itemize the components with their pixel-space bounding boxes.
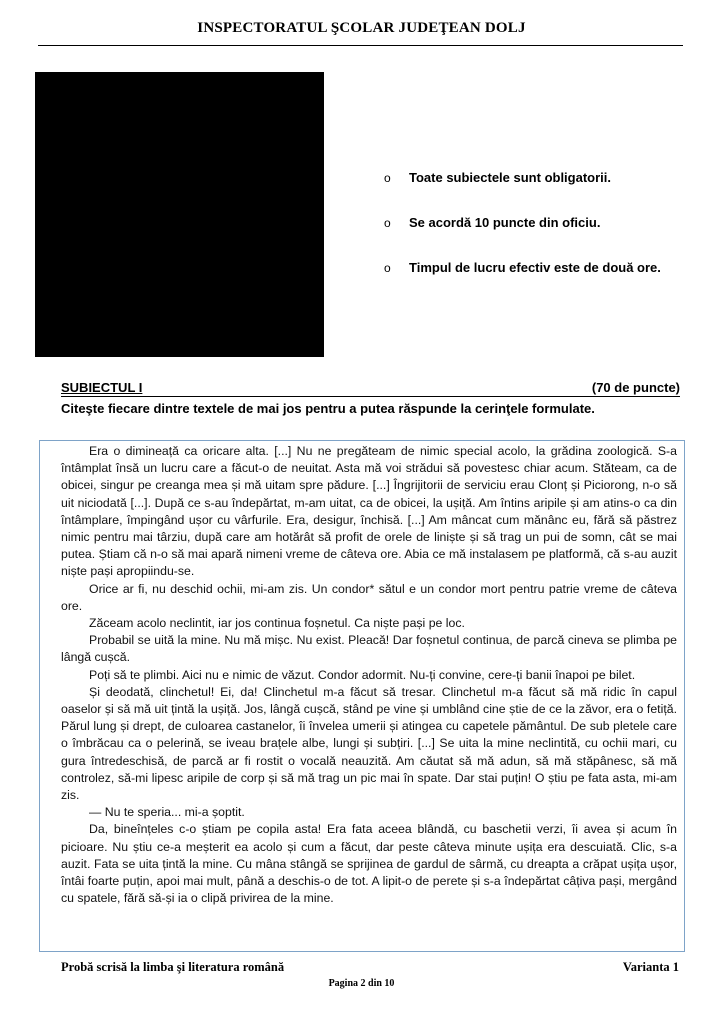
text-paragraph: Și deodată, clinchetul! Ei, da! Clinchetul m-a făcut să tresar. Clinchetul m-a făcut să mă ridic în capul oaselor și să mă uit țintă la ușiță. Jos, lângă cușcă, stând pe vine și umblând cine știe de ce la zăvor, era o fetiță. Părul lung și drept, de culoarea castanelor, îi învelea umerii și atingea cu capetele pământul. De sub pletele care o îmbrăcau ca o pelerină, se iveau brațele albe, lungi și subțiri. [...] Se uita la mine neclintită, cu ochii mari, cu gura întredeschisă, de parcă ar fi rostit o vocală neauzită. Am căutat să mă adun, să mă stăpânesc, să mă controlez, să-mi lipesc aripile de corp și să mă trag un pic mai în spate. Dar stai puțin! O știu pe fata asta, mi-am zis. <box>61 684 677 803</box>
instruction-text: Timpul de lucru efectiv este de două ore. <box>409 260 661 275</box>
page-number: Pagina 2 din 10 <box>328 978 395 989</box>
instruction-item <box>384 215 704 260</box>
subject-points: (70 de puncte) <box>591 380 680 395</box>
instruction-text: Toate subiectele sunt obligatorii. <box>409 170 612 185</box>
bullet-icon: o <box>384 216 391 230</box>
instruction-text: Se acordă 10 puncte din oficiu. <box>409 215 601 230</box>
reading-text <box>61 443 677 907</box>
instructions-list <box>384 170 704 305</box>
text-paragraph: Probabil se uită la mine. Nu mă mișc. Nu exist. Pleacă! Dar foșnetul continua, de parcă cineva se plimba pe lângă cușcă. <box>61 633 677 665</box>
footer-variant: Varianta 1 <box>622 960 679 974</box>
header-divider <box>38 45 683 46</box>
text-paragraph: Poți să te plimbi. Aici nu e nimic de văzut. Condor adormit. Nu-ți convine, cere-ți banii înapoi pe bilet. <box>89 667 636 682</box>
subject-heading <box>61 380 680 397</box>
bullet-icon: o <box>384 171 391 185</box>
text-paragraph: Da, bineînțeles c-o știam pe copila asta! Era fata aceea blândă, cu baschetii verzi, îi avea și acum în picioare. Nu știu ce-a meșterit ea acolo și cum a făcut, dar peste câteva minute ușița era descuiată. Clic, s-a auzit. Fata se uita țintă la mine. Cu mâna stângă se sprijinea de gardul de sârmă, cu dreapta a crăpat ușița ușor, întâi foarte puțin, apoi mai mult, până a deschis-o de tot. A lipit-o de perete și s-a îndepărtat câțiva pași, mergând cu spatele, fără să-și ia o clipă privirea de la mine. <box>61 822 677 906</box>
instruction-item <box>384 170 704 215</box>
text-paragraph: Zăceam acolo neclintit, iar jos continua foșnetul. Ca niște pași pe loc. <box>89 616 465 631</box>
subject-label: SUBIECTUL I <box>61 380 143 395</box>
redacted-block <box>35 72 324 357</box>
text-paragraph: Orice ar fi, nu deschid ochii, mi-am zis. Un condor* sătul e un condor mort pentru patrie vreme de câteva ore. <box>61 581 677 613</box>
instruction-item <box>384 260 704 305</box>
text-paragraph: Era o dimineață ca oricare alta. [...] Nu ne pregăteam de nimic special acolo, la grădina zoologică. S-a întâmplat însă un lucru care a făcut-o de neuitat. Asta mă voi strădui să povestesc chiar acum. Stăteam, ca de obicei, singur pe creanga mea și mă uitam spre pădure. [...] Îngrijitorii de serviciu erau Clonț și Piciorong, n-o să uit niciodată [...]. După ce s-au îndepărtat, m-am uitat, ca de obicei, la ușiță. Am întins aripile și am atins-o ca din întâmplare, împingând ușor cu vârfurile. Era, desigur, închisă. [...] Am mâncat cum mănânc eu, fără să păstrez nimic pentru mai târziu, după care am hotărât să profit de orele de liniște și să trag un pui de somn, cât se mai putea. Știam că n-o să mai apară nimeni vreme de câteva ore. Abia ce mă instalasem pe platformă, că s-au auzit niște pași apropiindu-se. <box>61 444 677 579</box>
bullet-icon: o <box>384 261 391 275</box>
header-title: INSPECTORATUL ŞCOLAR JUDEŢEAN DOLJ <box>197 20 526 36</box>
subject-instruction: Citeşte fiecare dintre textele de mai jos pentru a putea răspunde la cerinţele formulate. <box>61 401 595 416</box>
text-paragraph: — Nu te speria... mi-a șoptit. <box>89 805 245 820</box>
footer-exam-name: Probă scrisă la limba şi literatura română <box>61 960 285 974</box>
